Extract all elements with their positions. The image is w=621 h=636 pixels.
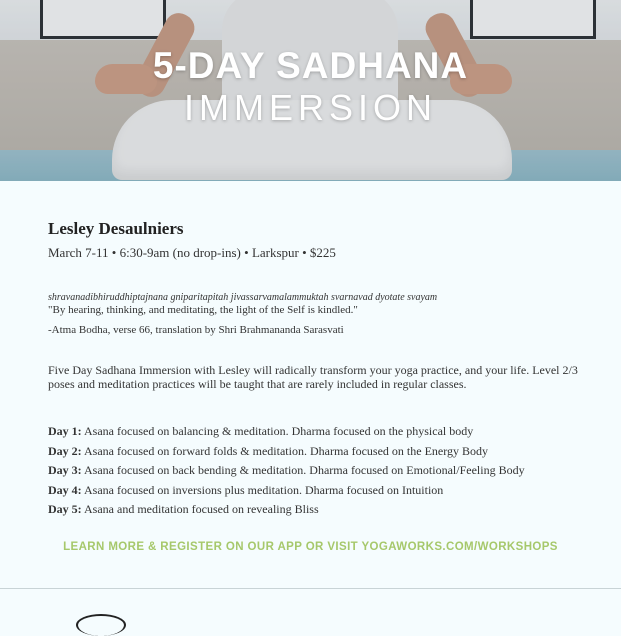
day-schedule	[48, 422, 608, 520]
day-label: Day 5:	[48, 502, 82, 516]
day-text: Asana focused on back bending & meditation. Dharma focused on Emotional/Feeling Body	[84, 463, 525, 477]
register-link[interactable]: LEARN MORE & REGISTER ON OUR APP OR VISIT YOGAWORKS.COM/WORKSHOPS	[63, 541, 558, 553]
day-label: Day 4:	[48, 482, 82, 497]
day-text: Asana and meditation focused on revealing Bliss	[84, 502, 319, 516]
day-row	[48, 422, 608, 442]
sanskrit-verse: shravanadibhiruddhiptajnana gniparitapitah jivassarvamalammuktah svarnavad dyotate svayam	[48, 292, 438, 303]
event-description: Five Day Sadhana Immersion with Lesley will radically transform your yoga practice, and your life. Level 2/3 poses and meditation practices will be taught that are rarely included in regular classes.	[48, 363, 578, 391]
day-label: Day 2:	[48, 443, 82, 458]
day-row	[48, 500, 608, 520]
day-text: Asana focused on forward folds & meditation. Dharma focused on the Energy Body	[84, 443, 489, 458]
day-text: Asana focused on inversions plus meditation. Dharma focused on Intuition	[84, 482, 444, 497]
hero-title: 5-DAY SADHANA	[152, 45, 469, 86]
day-text: Asana focused on balancing & meditation. Dharma focused on the physical body	[84, 424, 474, 438]
event-details: March 7-11 • 6:30-9am (no drop-ins) • Larkspur • $225	[48, 245, 336, 260]
day-row	[48, 481, 608, 501]
day-row	[48, 442, 608, 462]
verse-translation: "By hearing, thinking, and meditating, the light of the Self is kindled."	[48, 304, 358, 316]
footer-divider	[0, 588, 621, 589]
verse-attribution: -Atma Bodha, verse 66, translation by Shri Brahmananda Sarasvati	[48, 324, 344, 336]
day-label: Day 1:	[48, 424, 82, 438]
logo-icon	[76, 614, 126, 636]
teacher-name: Lesley Desaulniers	[48, 219, 184, 238]
day-label: Day 3:	[48, 463, 82, 477]
day-row	[48, 461, 608, 481]
hero-subtitle: IMMERSION	[183, 87, 437, 128]
